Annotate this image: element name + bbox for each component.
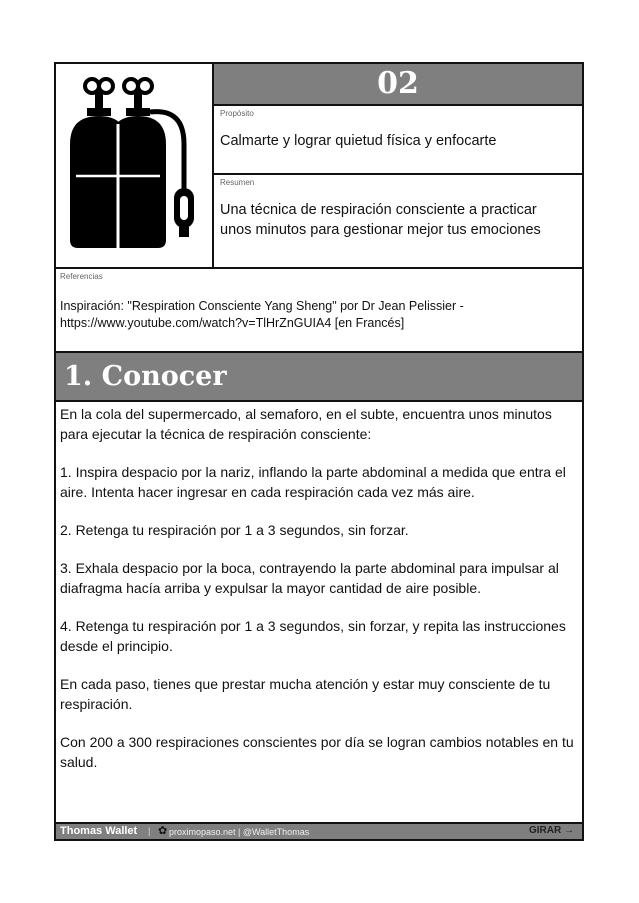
paragraph: En la cola del supermercado, al semaforo, en el subte, encuentra unos minutos para ejecutar la técnica de respiración consciente: bbox=[60, 406, 552, 442]
paragraph: 2. Retenga tu respiración por 1 a 3 segundos, sin forzar. bbox=[60, 522, 409, 538]
turn-card-button[interactable]: GIRAR → bbox=[529, 825, 574, 836]
card-number-bar bbox=[214, 64, 582, 106]
oxygen-tanks-icon bbox=[56, 64, 212, 264]
resumen-field bbox=[214, 175, 582, 267]
card-number: 02 bbox=[377, 66, 419, 101]
section-body bbox=[60, 404, 578, 790]
resumen-label: Resumen bbox=[220, 178, 255, 187]
referencias-field bbox=[56, 267, 582, 353]
paragraph: Con 200 a 300 respiraciones conscientes por día se logran cambios notables en tu salud. bbox=[60, 734, 574, 770]
icon-cell bbox=[56, 64, 214, 267]
paragraph: 3. Exhala despacio por la boca, contrayendo la parte abdominal para impulsar al diafragma hacía arriba y expulsar la mayor cantidad de aire posible. bbox=[60, 560, 559, 596]
paragraph: 4. Retenga tu respiración por 1 a 3 segundos, sin forzar, y repita las instrucciones desde el principio. bbox=[60, 618, 566, 654]
resumen-text: Una técnica de respiración consciente a practicar unos minutos para gestionar mejor tus emociones bbox=[220, 202, 541, 238]
paragraph: En cada paso, tienes que prestar mucha atención y estar muy consciente de tu respiración. bbox=[60, 676, 551, 712]
section-title: 1. Conocer bbox=[64, 361, 227, 392]
footer-bar bbox=[56, 822, 582, 839]
proposito-field bbox=[214, 106, 582, 175]
referencias-label: Referencias bbox=[60, 272, 103, 281]
footer-site-link[interactable]: proximopaso.net | @WalletThomas bbox=[169, 827, 310, 837]
section-title-bar bbox=[56, 353, 582, 402]
leaf-icon: ✿ bbox=[158, 825, 168, 837]
footer-author: Thomas Wallet bbox=[60, 825, 138, 837]
footer-separator: | bbox=[148, 826, 151, 836]
proposito-text: Calmarte y lograr quietud física y enfocarte bbox=[220, 133, 497, 149]
paragraph: 1. Inspira despacio por la nariz, inflando la parte abdominal a medida que entra el aire. Intenta hacer ingresar en cada respiración cada vez más aire. bbox=[60, 464, 566, 500]
method-card bbox=[54, 62, 584, 841]
referencias-text: Inspiración: "Respiration Consciente Yang Sheng" por Dr Jean Pelissier - https://www.youtube.com/watch?v=TlHrZnGUIA4 [en Francés] bbox=[60, 299, 464, 330]
proposito-label: Propósito bbox=[220, 109, 254, 118]
